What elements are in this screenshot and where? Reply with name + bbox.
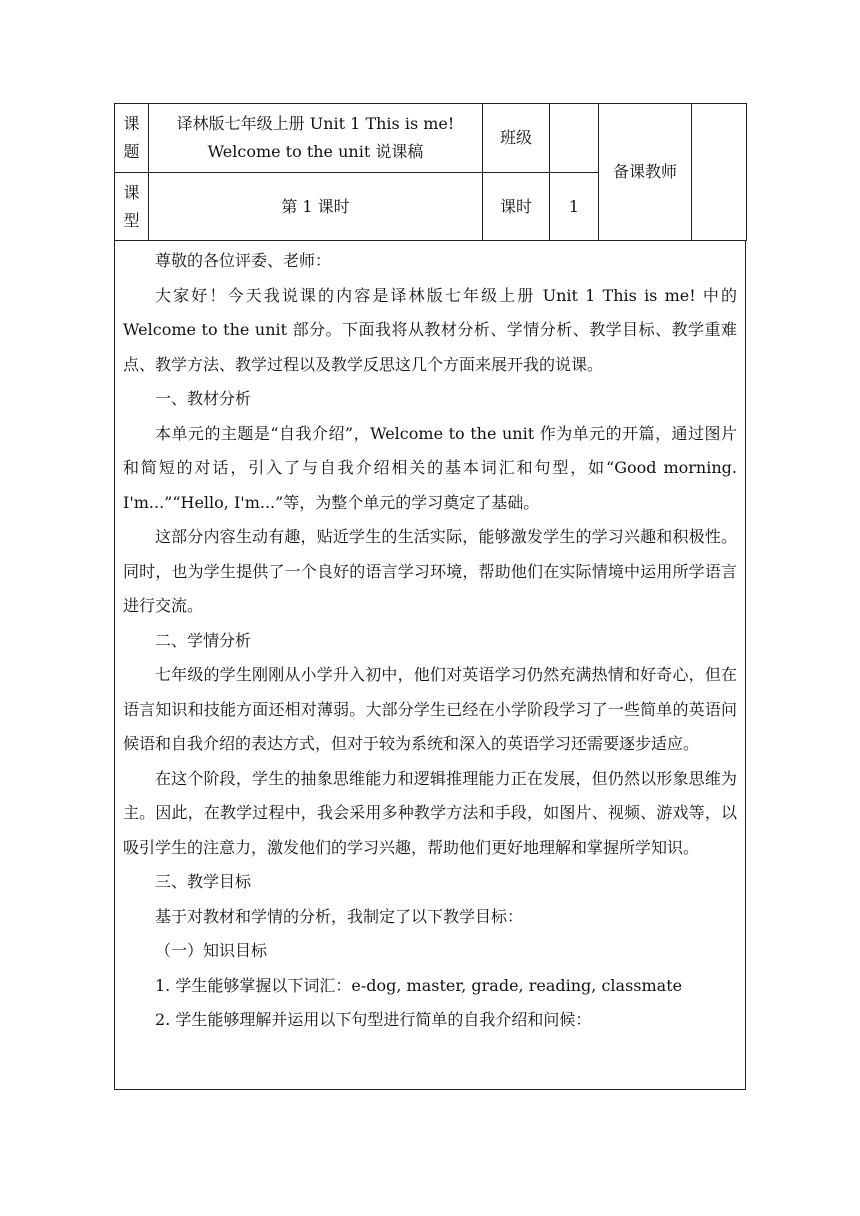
period-label: 课时: [483, 173, 550, 241]
objectives-intro: 基于对教材和学情的分析，我制定了以下教学目标：: [155, 906, 524, 926]
period-value: 1: [550, 173, 599, 241]
students-paragraph-1: 七年级的学生刚刚从小学升入初中，他们对英语学习仍然充满热情和好奇心，但在语言知识和技能方面还相对薄弱。大部分学生已经在小学阶段学习了一些简单的英语问候语和自我介绍的表达方式，但对于较为系统和深入的英语学习还需要逐步适应。: [123, 665, 737, 753]
type-label-cell: [115, 173, 149, 241]
subject-label-char: 题: [123, 142, 140, 161]
type-value: 第 1 课时: [149, 173, 483, 241]
textbook-paragraph-1: 本单元的主题是“自我介绍”，Welcome to the unit 作为单元的开篇，通过图片和简短的对话，引入了与自我介绍相关的基本词汇和句型，如“Good morning. I'm...”“Hello, I'm...”等，为整个单元的学习奠定了基础。: [123, 423, 737, 512]
subject-label-char: 课: [123, 114, 140, 133]
lesson-body: [114, 241, 746, 1090]
lesson-title-line: Welcome to the unit 说课稿: [207, 142, 424, 161]
header-table: [114, 103, 747, 241]
greeting: 尊敬的各位评委、老师：: [155, 251, 332, 270]
class-label: 班级: [483, 104, 550, 173]
teacher-value: [692, 104, 747, 241]
class-value: [550, 104, 599, 173]
objectives-subtitle-knowledge: （一）知识目标: [155, 941, 268, 960]
type-label-char: 课: [123, 182, 140, 202]
lesson-title-cell: [149, 104, 483, 173]
section-title-students: 二、学情分析: [155, 630, 252, 650]
intro-paragraph: 大家好！今天我说课的内容是译林版七年级上册 Unit 1 This is me! 中的 Welcome to the unit 部分。下面我将从教材分析、学情分析、教学目标、教学重难点、教学方法、教学过程以及教学反思这几个方面来展开我的说课。: [123, 285, 737, 374]
teacher-label: 备课教师: [599, 104, 692, 241]
section-title-textbook: 一、教材分析: [155, 389, 252, 408]
type-label-char: 型: [123, 210, 140, 230]
lesson-title-line: 译林版七年级上册 Unit 1 This is me!: [176, 114, 455, 133]
objective-item: 1. 学生能够掌握以下词汇：e-dog, master, grade, reading, classmate: [155, 975, 683, 995]
lesson-document: [114, 103, 746, 1090]
objective-item: 2. 学生能够理解并运用以下句型进行简单的自我介绍和问候：: [155, 1010, 592, 1029]
textbook-paragraph-2: 这部分内容生动有趣，贴近学生的生活实际，能够激发学生的学习兴趣和积极性。同时，也为学生提供了一个良好的语言学习环境，帮助他们在实际情境中运用所学语言进行交流。: [123, 527, 737, 615]
subject-label-cell: [115, 104, 149, 173]
section-title-objectives: 三、教学目标: [155, 872, 252, 891]
students-paragraph-2: 在这个阶段，学生的抽象思维能力和逻辑推理能力正在发展，但仍然以形象思维为主。因此，在教学过程中，我会采用多种教学方法和手段，如图片、视频、游戏等，以吸引学生的注意力，激发他们的学习兴趣，帮助他们更好地理解和掌握所学知识。: [123, 768, 737, 857]
